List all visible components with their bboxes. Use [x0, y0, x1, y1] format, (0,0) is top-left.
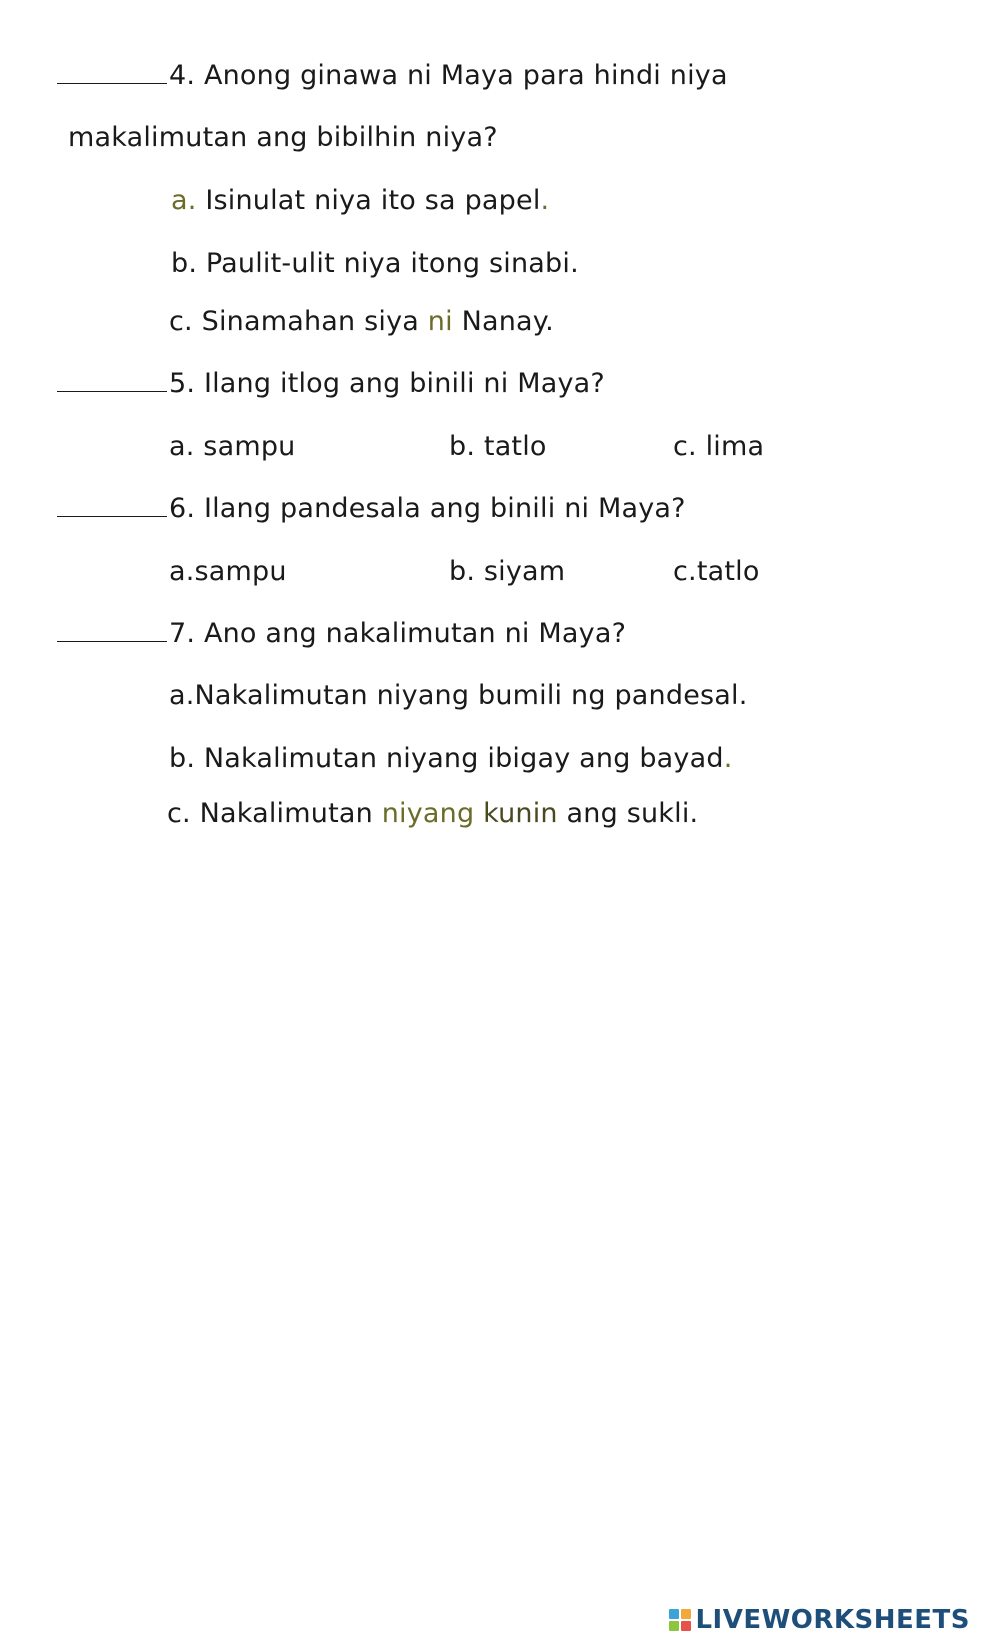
q5-option-c: c. lima: [673, 431, 765, 462]
question-6-stem: 6. Ilang pandesala ang binili ni Maya?: [57, 492, 686, 526]
q5-option-a: a. sampu: [169, 431, 296, 462]
q5-option-b: b. tatlo: [449, 431, 547, 462]
q4-option-c: c. Sinamahan siya ni Nanay.: [169, 306, 554, 337]
answer-blank-7[interactable]: [57, 617, 167, 642]
question-4-stem: 4. Anong ginawa ni Maya para hindi niya: [57, 59, 728, 93]
question-4-stem-continued: makalimutan ang bibilhin niya?: [68, 122, 498, 153]
q4-option-b: b. Paulit-ulit niya itong sinabi.: [171, 248, 579, 279]
logo-square: [669, 1609, 679, 1619]
logo-square: [669, 1621, 679, 1631]
q7-option-c: c. Nakalimutan niyang kunin ang sukli.: [167, 798, 699, 829]
answer-blank-5[interactable]: [57, 367, 167, 392]
q6-option-b: b. siyam: [449, 556, 566, 587]
question-5-stem: 5. Ilang itlog ang binili ni Maya?: [57, 367, 605, 401]
logo-square: [681, 1621, 691, 1631]
answer-blank-4[interactable]: [57, 59, 167, 84]
logo-square: [681, 1609, 691, 1619]
q6-option-c: c.tatlo: [673, 556, 760, 587]
q4-option-a: a. Isinulat niya ito sa papel.: [171, 185, 550, 216]
q7-option-a: a.Nakalimutan niyang bumili ng pandesal.: [169, 680, 748, 711]
q4-option-a-letter: a.: [171, 185, 197, 216]
liveworksheets-logo-icon: [669, 1609, 691, 1631]
q6-option-a: a.sampu: [169, 556, 287, 587]
question-7-stem: 7. Ano ang nakalimutan ni Maya?: [57, 617, 626, 651]
liveworksheets-logo: [669, 1605, 970, 1635]
liveworksheets-brand-text: LIVEWORKSHEETS: [695, 1605, 970, 1635]
answer-blank-6[interactable]: [57, 492, 167, 517]
q7-option-b: b. Nakalimutan niyang ibigay ang bayad.: [169, 743, 733, 774]
